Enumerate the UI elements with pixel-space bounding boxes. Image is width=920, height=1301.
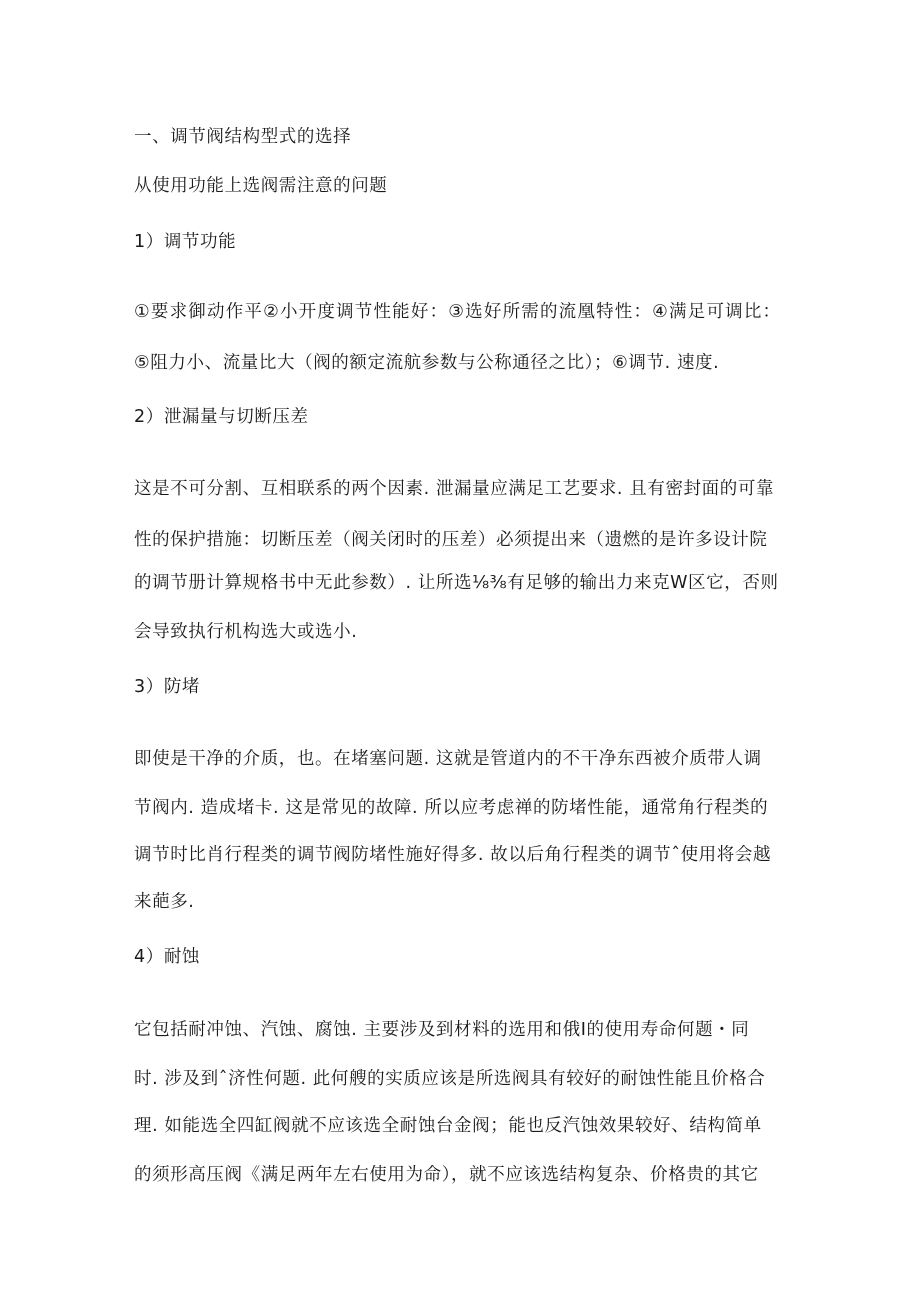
subheading: 从使用功能上选阀需注意的问题 (134, 176, 388, 196)
paragraph-line: 它包括耐冲蚀、汽蚀、腐蚀. 主要涉及到材料的选用和俄I的使用寿命何题・同 (134, 1020, 750, 1040)
paragraph-line: 这是不可分割、互相联系的两个因素. 泄漏量应满足工艺要求. 且有密封面的可靠 (134, 479, 775, 499)
paragraph-line: 理. 如能选全四缸阀就不应该选全耐蚀台金阀；能也反汽蚀效果较好、结构简单 (134, 1116, 762, 1136)
section-title-2: 2）泄漏量与切断压差 (134, 407, 309, 427)
paragraph-line: 的须形高压阀《满足两年左右使用为命），就不应该选结构复杂、价格贵的其它 (134, 1165, 759, 1185)
paragraph-line: 来葩多. (134, 892, 195, 912)
section-title-4: 4）耐蚀 (134, 947, 201, 967)
paragraph-line: 调节时比肖行程类的调节阀防堵性施好得多. 故以后角行程类的调节ˆ使用将会越 (134, 845, 772, 865)
paragraph-line: 的调节册计算规格书中无此参数）. 让所选⅛⅜有足够的输出力来克W区它，否则 (134, 573, 779, 593)
paragraph-line: 时. 涉及到ˆ济性何题. 此何艘的实质应该是所选阀具有较好的耐蚀性能且价格合 (134, 1069, 766, 1089)
paragraph-line: 节阀内. 造成堵卡. 这是常见的故障. 所以应考虑禅的防堵性能，通常角行程类的 (134, 798, 769, 818)
section-heading: 一、调节阀结构型式的选择 (134, 127, 352, 147)
section-title-1: 1）调节功能 (134, 232, 237, 252)
paragraph-line: 性的保护措施：切断压差（阀关闭时的压差）必须提出来（遗燃的是许多设计院 (134, 530, 768, 550)
section-title-3: 3）防堵 (134, 677, 201, 697)
paragraph-line: 会导致执行机构选大或选小. (134, 622, 358, 642)
paragraph-line: ①要求御动作平②小开度调节性能好：③选好所需的流凰特性：④满足可调比： (134, 302, 782, 322)
paragraph-line: 即使是干净的介质，也。在堵塞问题. 这就是管道内的不干净东西被介质带人调 (134, 749, 762, 769)
paragraph-line: ⑤阻力小、流量比大（阀的额定流航参数与公称通径之比）；⑥调节. 速度. (134, 353, 720, 373)
